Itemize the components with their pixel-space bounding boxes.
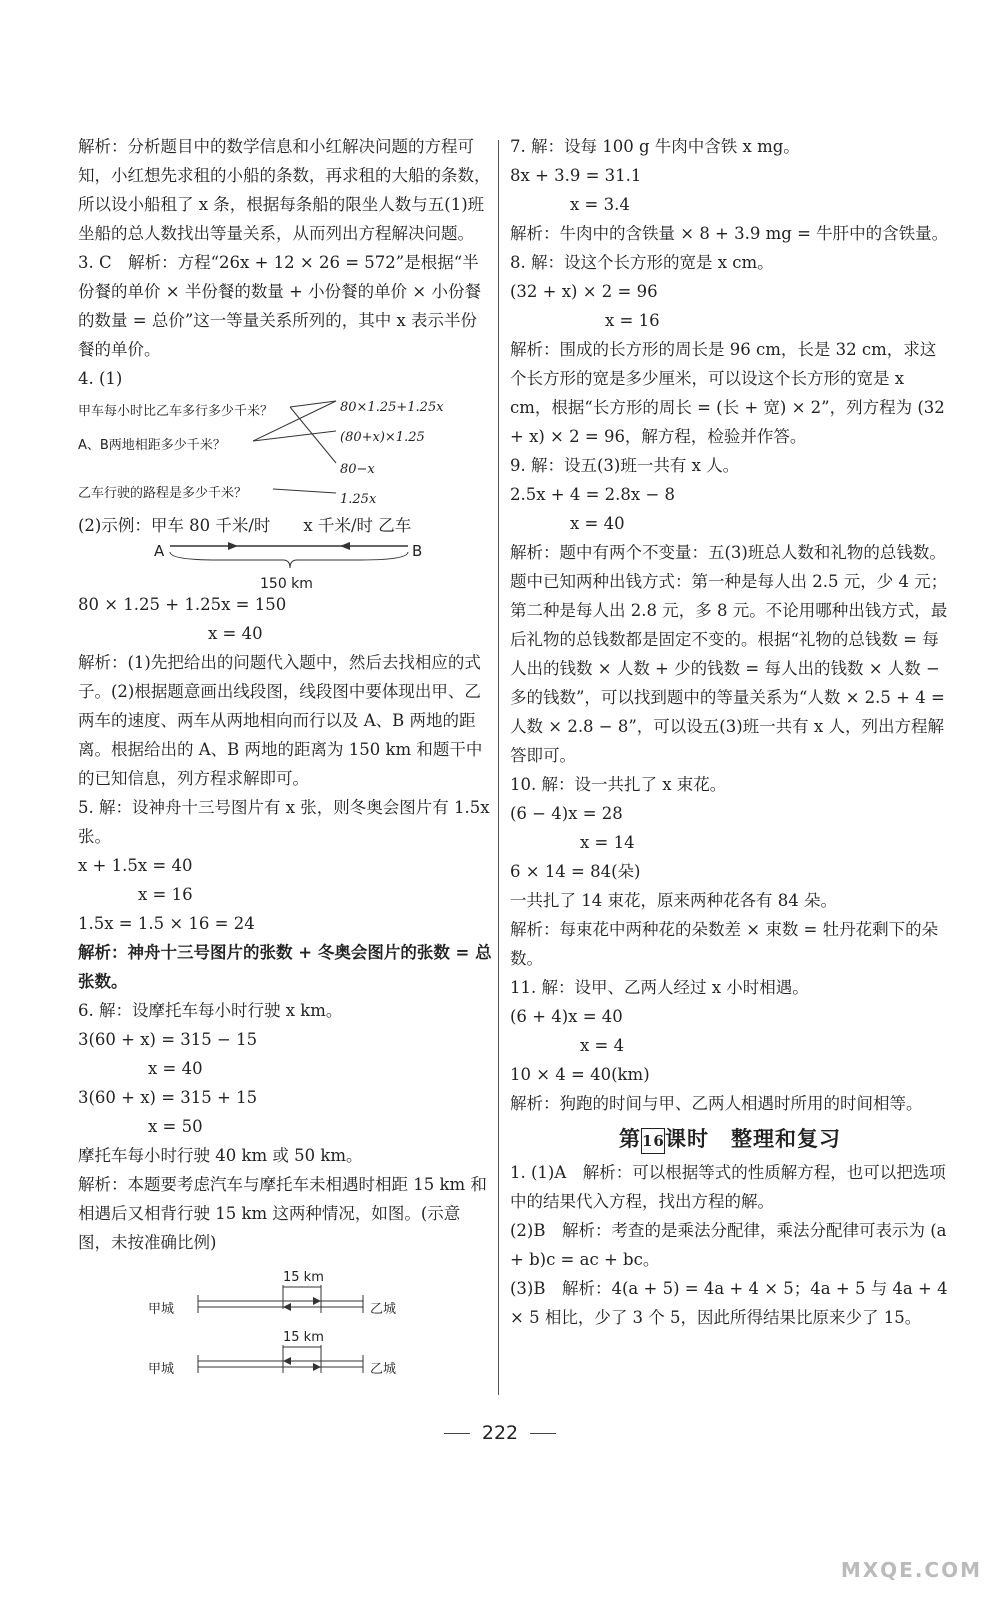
q7-analysis: 解析：牛肉中的含铁量 × 8 + 3.9 mg = 牛肝中的含铁量。 [510, 224, 949, 243]
page-dash-right [530, 1433, 556, 1434]
section-heading [510, 1124, 950, 1154]
point-a-label: A [154, 542, 165, 560]
q10-answer: 一共扎了 14 束花，原来两种花各有 84 朵。 [510, 891, 837, 910]
q4-expr-c: 80−x [340, 462, 375, 477]
section-prefix: 第 [619, 1126, 641, 1151]
q10-eq-3: 6 × 14 = 84(朵) [510, 862, 641, 881]
q6-eq-1: 3(60 + x) = 315 − 15 [78, 1030, 258, 1049]
question-8: 8. 解：设这个长方形的宽是 x cm。 [510, 253, 774, 272]
q4-part2: (2)示例：甲车 80 千米/时 x 千米/时 乙车 [78, 516, 412, 535]
question-7: 7. 解：设每 100 g 牛肉中含铁 x mg。 [510, 137, 800, 156]
q11-eq-2: x = 4 [580, 1036, 625, 1055]
left-column [78, 132, 493, 1387]
q6-eq-4: x = 50 [148, 1117, 203, 1136]
question-3: 3. C 解析：方程“26x + 12 × 26 = 572”是根据“半份餐的单价 × 半份餐的数量 + 小份餐的单价 × 小份餐的数量 = 总价”这一等量关系所列的，其中 x 表示半份餐的单价。 [78, 253, 481, 359]
q6-answer: 摩托车每小时行驶 40 km 或 50 km。 [78, 1146, 363, 1165]
q4-segment-diagram [78, 540, 493, 590]
q11-eq-3: 10 × 4 = 40(km) [510, 1065, 650, 1084]
watermark: MXQE.COM [840, 1558, 982, 1582]
column-divider [498, 140, 499, 1395]
q4-analysis: 解析：(1)先把给出的问题代入题中，然后去找相应的式子。(2)根据题意画出线段图，线段图中要体现出甲、乙两车的速度、两车从两地相向而行以及 A、B 两地的距离。根据给出的 A、B 两地的距离为 150 km 和题干中的已知信息，列方程求解即可。 [78, 653, 483, 788]
question-6: 6. 解：设摩托车每小时行驶 x km。 [78, 1001, 343, 1020]
q4-eq-2: x = 40 [208, 624, 263, 643]
page-number-text: 222 [481, 1422, 519, 1444]
q11-eq-1: (6 + 4)x = 40 [510, 1007, 623, 1026]
q6-distance-diagram [78, 1257, 493, 1387]
q6-analysis: 解析：本题要考虑汽车与摩托车未相遇时相距 15 km 和相遇后又相背行驶 15 km 这两种情况，如图。(示意图，未按准确比例) [78, 1175, 487, 1252]
q4-eq-1: 80 × 1.25 + 1.25x = 150 [78, 595, 287, 614]
q5-analysis: 解析：神舟十三号图片的张数 + 冬奥会图片的张数 = 总张数。 [78, 943, 492, 991]
fig6-dist-top: 15 km [283, 1270, 324, 1285]
q4-matching-figure [78, 393, 493, 511]
q5-eq-2: x = 16 [138, 885, 193, 904]
q9-eq-1: 2.5x + 4 = 2.8x − 8 [510, 485, 676, 504]
analysis-intro: 解析：分析题目中的数学信息和小红解决问题的方程可知，小红想先求租的小船的条数，再求租的大船的条数，所以设小船租了 x 条，根据每条船的限坐人数与五(1)班坐船的总人数找出等量关系，从而列出方程解决问题。 [78, 137, 491, 243]
q9-eq-2: x = 40 [570, 514, 625, 533]
question-5: 5. 解：设神舟十三号图片有 x 张，则冬奥会图片有 1.5x张。 [78, 798, 490, 846]
q4-expr-d: 1.25x [340, 492, 377, 507]
page-dash-left [444, 1433, 470, 1434]
review-2: (2)B 解析：考查的是乘法分配律，乘法分配律可表示为 (a + b)c = ac + bc。 [510, 1220, 947, 1269]
q10-eq-1: (6 − 4)x = 28 [510, 804, 623, 823]
question-11: 11. 解：设甲、乙两人经过 x 小时相遇。 [510, 978, 809, 997]
q5-eq-3: 1.5x = 1.5 × 16 = 24 [78, 914, 255, 933]
section-title: 课时 整理和复习 [665, 1126, 841, 1151]
fig6-city-a-bottom: 甲城 [148, 1362, 175, 1377]
page-number [0, 1422, 1000, 1444]
q7-eq-2: x = 3.4 [570, 195, 630, 214]
q8-eq-2: x = 16 [605, 311, 660, 330]
right-column [510, 132, 950, 1332]
q10-eq-2: x = 14 [580, 833, 635, 852]
point-b-label: B [412, 542, 423, 560]
q6-eq-3: 3(60 + x) = 315 + 15 [78, 1088, 258, 1107]
q6-eq-2: x = 40 [148, 1059, 203, 1078]
q4-question-b: A、B两地相距多少千米？ [78, 438, 226, 453]
fig6-dist-bottom: 15 km [283, 1330, 324, 1345]
segment-length: 150 km [260, 576, 313, 592]
fig6-city-b-top: 乙城 [370, 1302, 397, 1317]
q11-analysis: 解析：狗跑的时间与甲、乙两人相遇时所用的时间相等。 [510, 1094, 923, 1113]
question-4-label: 4. (1) [78, 369, 123, 388]
q4-question-c: 乙车行驶的路程是多少千米？ [78, 486, 248, 501]
review-3: (3)B 解析：4(a + 5) = 4a + 4 × 5；4a + 5 与 4a + 4 × 5 相比，少了 3 个 5，因此所得结果比原来少了 15。 [510, 1278, 948, 1327]
q8-eq-1: (32 + x) × 2 = 96 [510, 282, 658, 301]
q4-expr-a: 80×1.25+1.25x [340, 400, 444, 415]
review-1: 1. (1)A 解析：可以根据等式的性质解方程，也可以把选项中的结果代入方程，找出方程的解。 [510, 1162, 946, 1211]
section-number: 16 [641, 1128, 665, 1154]
q10-analysis: 解析：每束花中两种花的朵数差 × 束数 = 牡丹花剩下的朵数。 [510, 920, 939, 968]
q9-analysis: 解析：题中有两个不变量：五(3)班总人数和礼物的总钱数。题中已知两种出钱方式：第一种是每人出 2.5 元，少 4 元；第二种是每人出 2.8 元，多 8 元。不论用哪种出钱方式，最后礼物的总钱数都是固定不变的。根据“礼物的总钱数 = 每人出的钱数 × 人数 + 少的钱数 = 每人出的钱数 × 人数 − 多的钱数”，可以找到题中的等量关系为“人数 × 2.5 + 4 = 人数 × 2.8 − 8”，可以设五(3)班一共有 x 人，列出方程解答即可。 [510, 543, 948, 765]
q4-expr-b: (80+x)×1.25 [340, 430, 425, 445]
fig6-city-a-top: 甲城 [148, 1302, 175, 1317]
q7-eq-1: 8x + 3.9 = 31.1 [510, 166, 642, 185]
question-9: 9. 解：设五(3)班一共有 x 人。 [510, 456, 740, 475]
question-10: 10. 解：设一共扎了 x 束花。 [510, 775, 727, 794]
q4-question-a: 甲车每小时比乙车多行多少千米？ [78, 404, 274, 419]
q5-eq-1: x + 1.5x = 40 [78, 856, 193, 875]
q8-analysis: 解析：围成的长方形的周长是 96 cm，长是 32 cm，求这个长方形的宽是多少厘米，可以设这个长方形的宽是 x cm，根据“长方形的周长 = (长 + 宽) × 2”，列方程为 (32 + x) × 2 = 96，解方程，检验并作答。 [510, 340, 945, 446]
fig6-city-b-bottom: 乙城 [370, 1362, 397, 1377]
